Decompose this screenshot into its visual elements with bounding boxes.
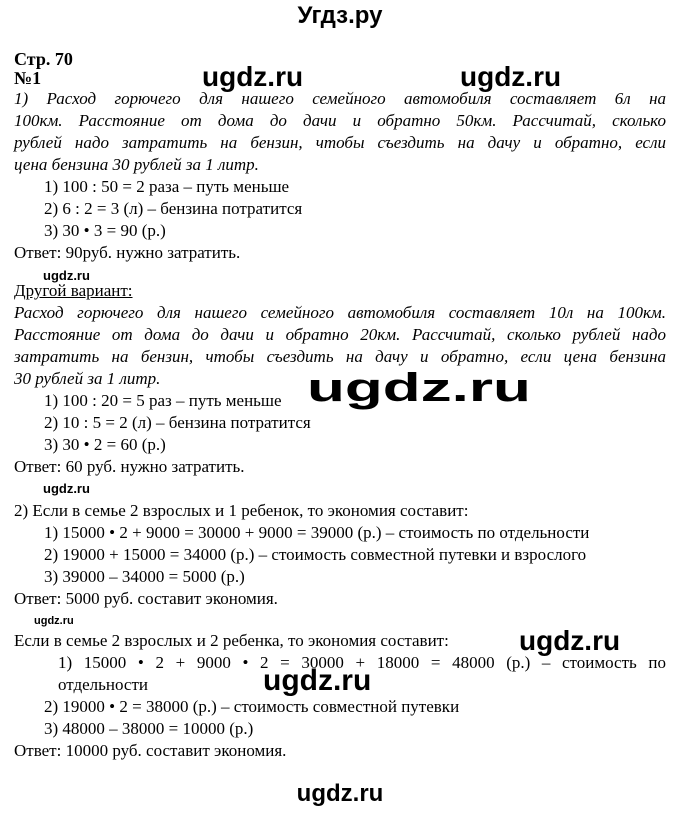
task2-case2-answer: Ответ: 10000 руб. составит экономия. (14, 741, 287, 760)
solution-step: 2) 19000 + 15000 = 34000 (р.) – стоимость совместной путевки и взрослого (44, 545, 587, 564)
statement-line: 100км. Расстояние от дома до дачи и обратно 50км. Рассчитай, сколько (14, 111, 666, 130)
task2-case1-intro: 2) Если в семье 2 взрослых и 1 ребенок, то экономия составит: (14, 501, 469, 520)
task1-solution-steps (44, 176, 666, 242)
ugdz-watermark: ugdz.ru (263, 664, 372, 697)
solution-step: 2) 6 : 2 = 3 (л) – бензина потратится (44, 199, 303, 218)
task1-answer: Ответ: 90руб. нужно затратить. (14, 243, 241, 262)
solution-step: 2) 19000 • 2 = 38000 (р.) – стоимость совместной путевки (44, 697, 460, 716)
statement-line: Расстояние от дома до дачи и обратно 20км. Рассчитай, сколько рублей надо (14, 325, 666, 344)
statement-line: 30 рублей за 1 литр. (14, 369, 161, 388)
task-number: №1 (14, 68, 42, 88)
ugdz-watermark-small: ugdz.ru (43, 268, 90, 283)
ugdz-watermark-large: ugdz.ru (307, 366, 531, 410)
solution-step: 1) 15000 • 2 + 9000 = 30000 + 9000 = 39000 (р.) – стоимость по отдельности (44, 523, 590, 542)
ugdz-watermark-small: ugdz.ru (43, 481, 90, 496)
task2-case1-steps (44, 522, 666, 588)
statement-line: цена бензина 30 рублей за 1 литр. (14, 155, 259, 174)
task1-alt-answer: Ответ: 60 руб. нужно затратить. (14, 457, 245, 476)
footer-watermark: ugdz.ru (296, 780, 384, 807)
task1-statement (14, 88, 666, 176)
solution-step: 3) 30 • 3 = 90 (р.) (44, 221, 166, 240)
statement-line: 1) Расход горючего для нашего семейного автомобиля составляет 6л на (14, 89, 666, 108)
statement-line: Расход горючего для нашего семейного автомобиля составляет 10л на 100км. (14, 303, 666, 322)
ugdz-watermark: ugdz.ru (519, 625, 621, 656)
page-label: Стр. 70 (14, 49, 73, 69)
ugdz-watermark-small: ugdz.ru (34, 615, 74, 627)
solution-step: 3) 48000 – 38000 = 10000 (р.) (44, 719, 254, 738)
alt-variant-heading: Другой вариант: (14, 281, 133, 300)
solution-step: 1) 100 : 20 = 5 раз – путь меньше (44, 391, 282, 410)
ugdz-watermark: ugdz.ru (202, 61, 304, 92)
statement-line: рублей надо затратить на бензин, чтобы съездить на дачу и обратно, если (14, 133, 666, 152)
ugdz-watermark: ugdz.ru (460, 61, 562, 92)
task2-case1-answer: Ответ: 5000 руб. составит экономия. (14, 589, 278, 608)
site-title: Угдз.ру (297, 2, 383, 29)
solution-step: 3) 39000 – 34000 = 5000 (р.) (44, 567, 245, 586)
step-line: 1) 15000 • 2 + 9000 • 2 = 30000 + 18000 = 48000 (р.) – стоимость по (58, 653, 666, 672)
solution-step: 2) 10 : 5 = 2 (л) – бензина потратится (44, 413, 311, 432)
statement-line: затратить на бензин, чтобы съездить на дачу и обратно, если цена бензина (14, 347, 666, 366)
solution-step: 1) 100 : 50 = 2 раза – путь меньше (44, 177, 290, 196)
task2-case2-intro: Если в семье 2 взрослых и 2 ребенка, то экономия составит: (14, 631, 449, 650)
step-line: отдельности (58, 675, 149, 694)
solution-step: 3) 30 • 2 = 60 (р.) (44, 435, 166, 454)
